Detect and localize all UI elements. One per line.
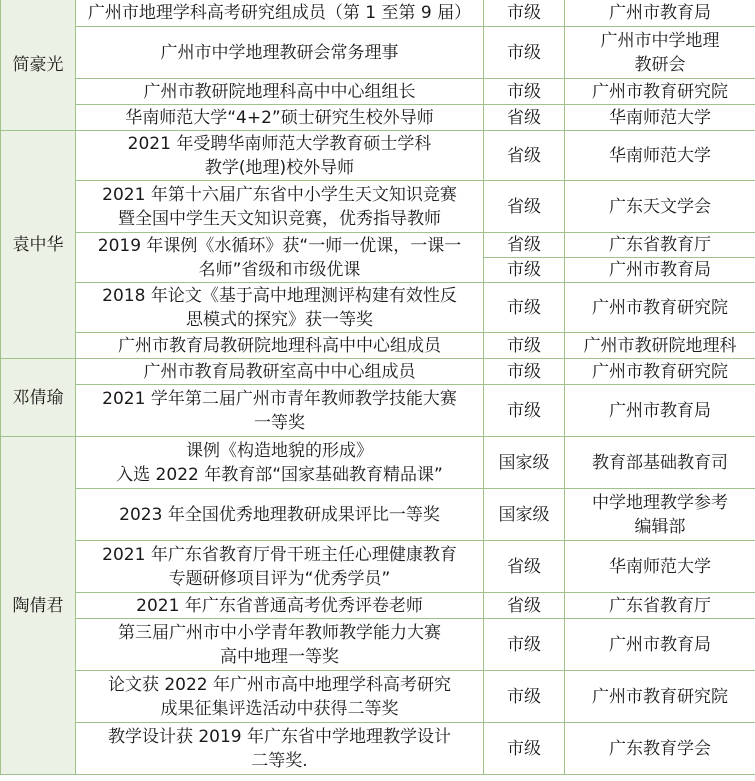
awarding-organization: 广州市中学地理 教研会	[565, 27, 755, 79]
honor-title: 2021 年第十六届广东省中小学生天文知识竞赛 暨全国中学生天文知识竞赛，优秀指导教师	[76, 181, 484, 233]
teacher-name: 袁中华	[1, 131, 76, 359]
awarding-organization: 广州市教育研究院	[565, 79, 755, 105]
table-row	[1, 593, 755, 619]
awarding-organization: 华南师范大学	[565, 105, 755, 131]
table-row	[1, 541, 755, 593]
honor-title: 华南师范大学“4+2”硕士研究生校外导师	[76, 105, 484, 131]
teacher-name: 简豪光	[1, 0, 76, 131]
table-row	[1, 671, 755, 723]
honor-title: 课例《构造地貌的形成》 入选 2022 年教育部“国家基础教育精品课”	[76, 437, 484, 489]
honor-title: 2021 年受聘华南师范大学教育硕士学科 教学(地理)校外导师	[76, 131, 484, 181]
table-row	[1, 359, 755, 385]
table-row	[1, 79, 755, 105]
table-row	[1, 105, 755, 131]
table-row	[1, 723, 755, 775]
awarding-organization: 广州市教育局	[565, 0, 755, 27]
honor-level: 市级	[484, 283, 565, 333]
honor-title: 第三届广州市中小学青年教师教学能力大赛 高中地理一等奖	[76, 619, 484, 671]
awarding-organization: 广东省教育厅	[565, 593, 755, 619]
awarding-organization: 广州市教研院地理科	[565, 333, 755, 359]
honor-level: 省级	[484, 181, 565, 233]
table-row	[1, 181, 755, 233]
honor-title: 广州市中学地理教研会常务理事	[76, 27, 484, 79]
table-row	[1, 131, 755, 181]
honor-level: 市级	[484, 385, 565, 437]
honor-title: 广州市教研院地理科高中中心组组长	[76, 79, 484, 105]
awarding-organization: 广州市教育局	[565, 619, 755, 671]
honor-title: 2018 年论文《基于高中地理测评构建有效性反 思模式的探究》获一等奖	[76, 283, 484, 333]
awarding-organization: 广州市教育局	[565, 385, 755, 437]
honor-level: 省级	[484, 233, 565, 258]
honor-title: 2021 学年第二届广州市青年教师教学技能大赛 一等奖	[76, 385, 484, 437]
honor-level: 市级	[484, 79, 565, 105]
honor-level: 市级	[484, 671, 565, 723]
table-row	[1, 233, 755, 258]
honor-title: 2023 年全国优秀地理教研成果评比一等奖	[76, 489, 484, 541]
awarding-organization: 广东省教育厅	[565, 233, 755, 258]
awarding-organization: 广州市教育研究院	[565, 671, 755, 723]
awarding-organization: 广州市教育局	[565, 258, 755, 283]
table-row	[1, 27, 755, 79]
honor-level: 国家级	[484, 489, 565, 541]
honor-level: 市级	[484, 258, 565, 283]
honor-level: 市级	[484, 619, 565, 671]
honor-title: 广州市教育局教研室高中中心组成员	[76, 359, 484, 385]
awarding-organization: 教育部基础教育司	[565, 437, 755, 489]
table-row	[1, 283, 755, 333]
honor-level: 省级	[484, 593, 565, 619]
honor-level: 市级	[484, 0, 565, 27]
honor-level: 市级	[484, 333, 565, 359]
awarding-organization: 广东天文学会	[565, 181, 755, 233]
awarding-organization: 广州市教育研究院	[565, 359, 755, 385]
awarding-organization: 华南师范大学	[565, 541, 755, 593]
teacher-name: 邓倩瑜	[1, 359, 76, 437]
honor-title: 2019 年课例《水循环》获“一师一优课，一课一 名师”省级和市级优课	[76, 233, 484, 283]
honor-title: 2021 年广东省教育厅骨干班主任心理健康教育 专题研修项目评为“优秀学员”	[76, 541, 484, 593]
table-row	[1, 489, 755, 541]
honor-title: 论文获 2022 年广州市高中地理学科高考研究 成果征集评选活动中获得二等奖	[76, 671, 484, 723]
honor-title: 教学设计获 2019 年广东省中学地理教学设计 二等奖.	[76, 723, 484, 775]
awarding-organization: 广州市教育研究院	[565, 283, 755, 333]
honor-level: 省级	[484, 105, 565, 131]
honor-level: 省级	[484, 541, 565, 593]
honor-level: 市级	[484, 27, 565, 79]
honor-level: 省级	[484, 131, 565, 181]
awarding-organization: 广东教育学会	[565, 723, 755, 775]
honor-level: 市级	[484, 723, 565, 775]
honor-title: 广州市教育局教研院地理科高中中心组成员	[76, 333, 484, 359]
table-row	[1, 333, 755, 359]
awarding-organization: 中学地理教学参考 编辑部	[565, 489, 755, 541]
honor-title: 2021 年广东省普通高考优秀评卷老师	[76, 593, 484, 619]
honor-level: 国家级	[484, 437, 565, 489]
table-row	[1, 385, 755, 437]
teacher-name: 陶倩君	[1, 437, 76, 775]
awarding-organization: 华南师范大学	[565, 131, 755, 181]
table-row	[1, 0, 755, 27]
honor-title: 广州市地理学科高考研究组成员（第 1 至第 9 届）	[76, 0, 484, 27]
table-row	[1, 619, 755, 671]
honor-level: 市级	[484, 359, 565, 385]
table-row	[1, 437, 755, 489]
